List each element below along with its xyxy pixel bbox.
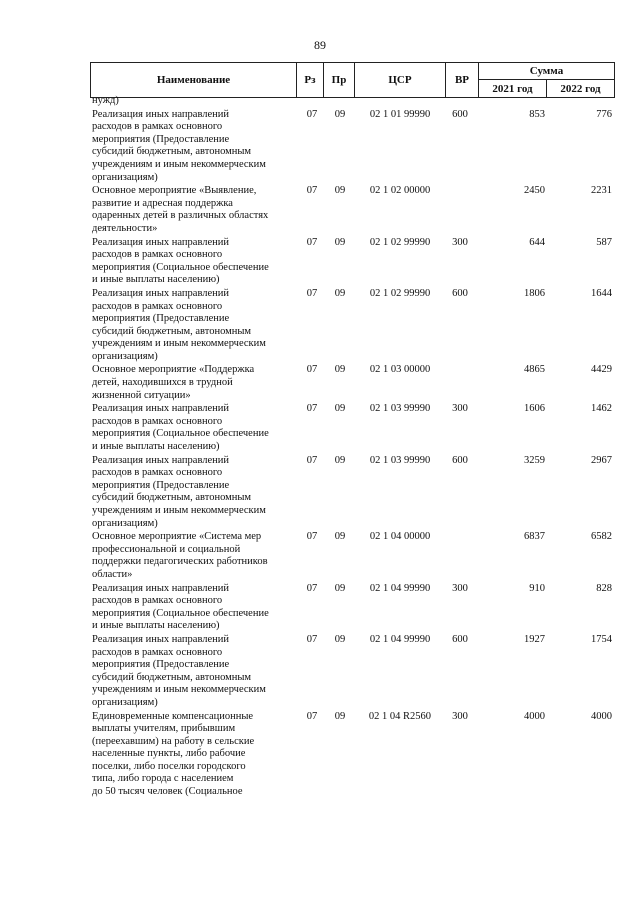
row-sum-2022: 828	[596, 582, 612, 594]
row-name: Реализация иных направлений расходов в рамках основного мероприятия (Социальное обеспечение и иные выплаты населению)	[92, 236, 269, 286]
row-pr	[325, 95, 355, 108]
row-sum-2021: 1806	[524, 287, 545, 299]
row-pr: 09	[334, 403, 346, 415]
row-rz: 07	[306, 454, 318, 466]
row-vr: 300	[452, 582, 468, 594]
row-sum-2021	[475, 95, 545, 108]
row-vr: 600	[452, 108, 468, 120]
row-sum-2022: 4000	[591, 710, 612, 722]
row-sum-2022: 4429	[591, 364, 612, 376]
row-csr: 02 1 03 99990	[369, 454, 431, 466]
row-rz: 07	[306, 185, 318, 197]
row-sum-2022: 1754	[591, 633, 612, 645]
row-rz: 07	[306, 287, 318, 299]
row-name: Реализация иных направлений расходов в рамках основного мероприятия (Социальное обеспечение и иные выплаты населению)	[92, 582, 269, 632]
row-sum-2021: 4865	[524, 364, 545, 376]
table-row	[92, 95, 612, 108]
row-name: Основное мероприятие «Поддержка детей, находившихся в трудной жизненной ситуации»	[92, 364, 255, 401]
row-pr: 09	[334, 710, 346, 722]
row-name: Реализация иных направлений расходов в рамках основного мероприятия (Предоставление субсидий бюджетным, автономным учреждениям и иным некоммерческим организациям)	[92, 454, 266, 529]
table-row	[92, 583, 612, 633]
row-csr: 02 1 04 00000	[369, 531, 431, 543]
table-row	[92, 109, 612, 185]
header-name: Наименование	[91, 63, 297, 97]
row-pr: 09	[334, 531, 346, 543]
row-name: Единовременные компенсационные выплаты учителям, прибывшим (переехавшим) на работу в сельские населенные пункты, либо рабочие поселки, либо поселки городского типа, либо города с населением до 50 тысяч человек (Социальное	[92, 710, 255, 798]
row-pr: 09	[334, 364, 346, 376]
header-vr: ВР	[446, 63, 479, 97]
row-csr: 02 1 03 00000	[369, 364, 431, 376]
header-sum	[479, 63, 614, 97]
table-body	[92, 95, 612, 800]
row-pr: 09	[334, 287, 346, 299]
row-pr: 09	[334, 236, 346, 248]
row-csr: 02 1 02 99990	[369, 236, 431, 248]
row-name: Реализация иных направлений расходов в рамках основного мероприятия (Предоставление субсидий бюджетным, автономным учреждениям и иным некоммерческим организациям)	[92, 633, 266, 708]
row-sum-2021: 1927	[524, 633, 545, 645]
row-sum-2021: 2450	[524, 185, 545, 197]
row-pr: 09	[334, 454, 346, 466]
row-sum-2022	[545, 95, 612, 108]
row-sum-2021: 4000	[524, 710, 545, 722]
row-vr: 300	[452, 710, 468, 722]
page-number: 89	[314, 38, 326, 52]
row-rz: 07	[306, 582, 318, 594]
row-name: нужд)	[92, 95, 119, 106]
row-sum-2022: 587	[596, 236, 612, 248]
row-vr: 600	[452, 287, 468, 299]
table-row	[92, 711, 612, 799]
row-sum-2022: 1462	[591, 403, 612, 415]
row-csr: 02 1 01 99990	[369, 108, 431, 120]
table-row	[92, 185, 612, 235]
row-sum-2022: 2967	[591, 454, 612, 466]
table-row	[92, 531, 612, 581]
row-rz: 07	[306, 710, 318, 722]
row-csr: 02 1 03 99990	[369, 403, 431, 415]
row-pr: 09	[334, 582, 346, 594]
row-vr	[445, 185, 475, 235]
row-rz: 07	[306, 403, 318, 415]
row-sum-2022: 6582	[591, 531, 612, 543]
row-name: Реализация иных направлений расходов в рамках основного мероприятия (Предоставление субсидий бюджетным, автономным учреждениям и иным некоммерческим организациям)	[92, 108, 266, 183]
row-csr: 02 1 04 99990	[369, 633, 431, 645]
header-year-2021: 2021 год	[479, 80, 547, 97]
row-pr: 09	[334, 108, 346, 120]
row-vr: 300	[452, 236, 468, 248]
row-vr	[445, 95, 475, 108]
header-rz: Рз	[297, 63, 324, 97]
row-sum-2022: 1644	[591, 287, 612, 299]
row-rz: 07	[306, 236, 318, 248]
row-vr	[445, 531, 475, 581]
row-name: Реализация иных направлений расходов в рамках основного мероприятия (Предоставление субсидий бюджетным, автономным учреждениям и иным некоммерческим организациям)	[92, 287, 266, 362]
row-sum-2021: 853	[529, 108, 545, 120]
row-rz	[299, 95, 325, 108]
header-pr: Пр	[324, 63, 355, 97]
row-csr	[355, 95, 445, 108]
row-rz: 07	[306, 108, 318, 120]
row-pr: 09	[334, 633, 346, 645]
table-row	[92, 634, 612, 710]
row-name: Основное мероприятие «Система мер профессиональной и социальной поддержки педагогических работников области»	[92, 531, 268, 580]
table-row	[92, 403, 612, 453]
table-header	[90, 62, 615, 98]
row-sum-2021: 644	[529, 236, 545, 248]
row-sum-2021: 910	[529, 582, 545, 594]
table-row	[92, 288, 612, 364]
row-rz: 07	[306, 364, 318, 376]
row-name: Основное мероприятие «Выявление, развитие и адресная поддержка одаренных детей в различных областях деятельности»	[92, 185, 269, 234]
row-vr: 300	[452, 403, 468, 415]
row-rz: 07	[306, 633, 318, 645]
row-vr: 600	[452, 633, 468, 645]
row-sum-2022: 2231	[591, 185, 612, 197]
row-name: Реализация иных направлений расходов в рамках основного мероприятия (Социальное обеспечение и иные выплаты населению)	[92, 403, 269, 453]
row-sum-2021: 3259	[524, 454, 545, 466]
row-csr: 02 1 02 99990	[369, 287, 431, 299]
row-csr: 02 1 04 99990	[369, 582, 431, 594]
row-vr	[445, 364, 475, 402]
table-row	[92, 237, 612, 287]
header-sum-title: Сумма	[479, 63, 614, 80]
row-vr: 600	[452, 454, 468, 466]
row-rz: 07	[306, 531, 318, 543]
header-year-2022: 2022 год	[560, 82, 601, 95]
row-csr: 02 1 02 00000	[369, 185, 431, 197]
row-csr: 02 1 04 R2560	[368, 710, 432, 722]
header-csr: ЦСР	[355, 63, 446, 97]
row-sum-2021: 6837	[524, 531, 545, 543]
row-sum-2021: 1606	[524, 403, 545, 415]
table-row	[92, 455, 612, 531]
row-pr: 09	[334, 185, 346, 197]
row-sum-2022: 776	[596, 108, 612, 120]
table-row	[92, 364, 612, 402]
